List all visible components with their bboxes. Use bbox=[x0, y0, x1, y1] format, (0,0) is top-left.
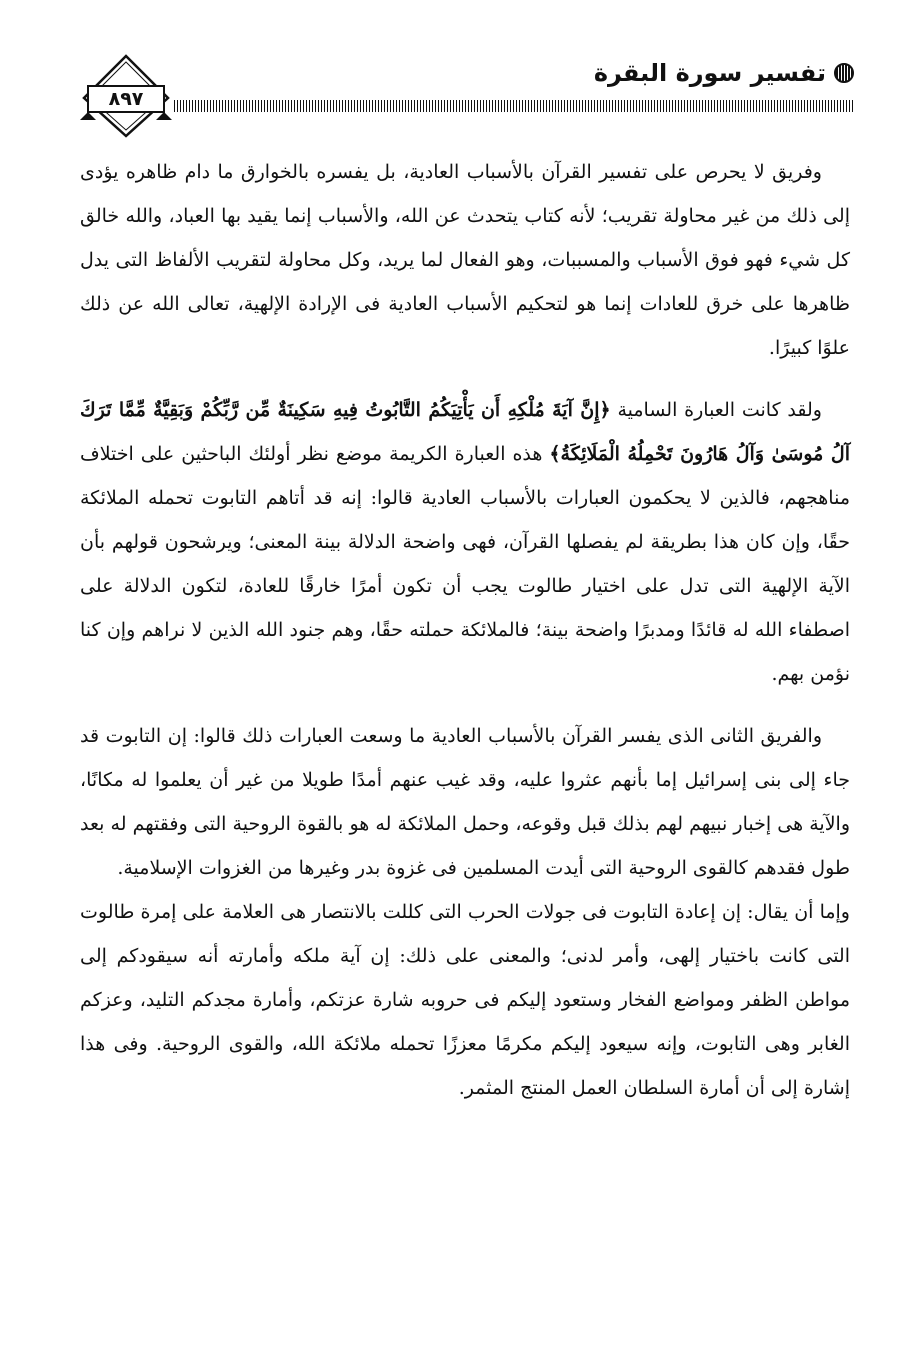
chapter-title-block bbox=[594, 56, 854, 90]
paragraph-2 bbox=[80, 388, 850, 696]
quran-verse: ﴿إِنَّ آيَةَ مُلْكِهِ أَن يَأْتِيَكُمُ التَّابُوتُ فِيهِ سَكِينَةٌ مِّن رَّبِّكُمْ وَبَقِيَّةٌ مِّمَّا تَرَكَ آلُ مُوسَىٰ وَآلُ هَارُونَ تَحْمِلُهُ الْمَلَائِكَةُ﴾ bbox=[80, 399, 850, 465]
page-number: ٨٩٧ bbox=[108, 88, 144, 110]
paragraph-1: وفريق لا يحرص على تفسير القرآن بالأسباب العادية، بل يفسره بالخوارق ما دام ظاهره يؤدى إلى ذلك من غير محاولة تقريب؛ لأنه كتاب يتحدث عن الله، والأسباب إنما يقيد بها العباد، والله خالق كل شيء فهو فوق الأسباب والمسببات، وهو الفعال لما يريد، وكل محاولة لتقريب الألفاظ التى يدل ظاهرها على خرق للعادات إنما هو لتحكيم الأسباب العادية فى الإرادة الإلهية، تعالى الله عن ذلك علوًا كبيرًا. bbox=[80, 161, 850, 359]
paragraph-4: وإما أن يقال: إن إعادة التابوت فى جولات الحرب التى كللت بالانتصار هى العلامة على إمرة طالوت التى كانت باختيار إلهى، وأمر لدنى؛ والمعنى على ذلك: إن آية ملكه وأمارته أنه سيقودكم إلى مواطن الظفر ومواضع الفخار وستعود إليكم فى حروبه شارة عزتكم، وأمارة مجدكم التليد، وعزكم الغابر وهى التابوت، وإنه سيعود إليكم مكرمًا معززًا تحمله ملائكة الله، والقوى الروحية. وفى هذا إشارة إلى أن أمارة السلطان العمل المنتج المثمر. bbox=[80, 901, 851, 1099]
paragraph-3: والفريق الثانى الذى يفسر القرآن بالأسباب العادية ما وسعت العبارات ذلك قالوا: إن التابوت قد جاء إلى بنى إسرائيل إما بأنهم عثروا عليه، وقد غيب عنهم أمدًا طويلا من غير أن يعلموا له مكانًا، والآية هى إخبار نبيهم لهم بذلك قبل وقوعه، وحمل الملائكة له هو بالقوة الروحية التى وفقتهم له بعد طول فقدهم كالقوى الروحية التى أيدت المسلمين فى غزوة بدر وغيرها من الغزوات الإسلامية. bbox=[80, 725, 850, 879]
paragraph-2-intro: ولقد كانت العبارة السامية bbox=[617, 399, 822, 421]
title-ornament-icon bbox=[834, 63, 854, 83]
page-body bbox=[80, 150, 850, 1128]
chapter-title: تفسير سورة البقرة bbox=[593, 59, 826, 87]
paragraph-2-body: هذه العبارة الكريمة موضع نظر أولئك الباحثين على اختلاف مناهجهم، فالذين لا يحكمون العبارات بالأسباب العادية قالوا: إنه قد أتاهم التابوت تحمله الملائكة حقًا، وإن كان هذا بطريقة لم يفصلها القرآن، فهى واضحة الدلالة بينة المعنى؛ ويرشحون قولهم بأن الآية الإلهية التى تدل على اختيار طالوت يجب أن تكون أمرًا خارقًا للعادة، لتكون الدلالة على اصطفاء الله له قائدًا ومدبرًا واضحة بينة؛ فالملائكة حملته حقًا، وهم جنود الله الذين لا نراهم وإن كنا نؤمن بهم. bbox=[80, 443, 850, 685]
header-divider bbox=[174, 100, 854, 112]
page-number-badge bbox=[78, 52, 174, 138]
page-header bbox=[78, 52, 854, 138]
